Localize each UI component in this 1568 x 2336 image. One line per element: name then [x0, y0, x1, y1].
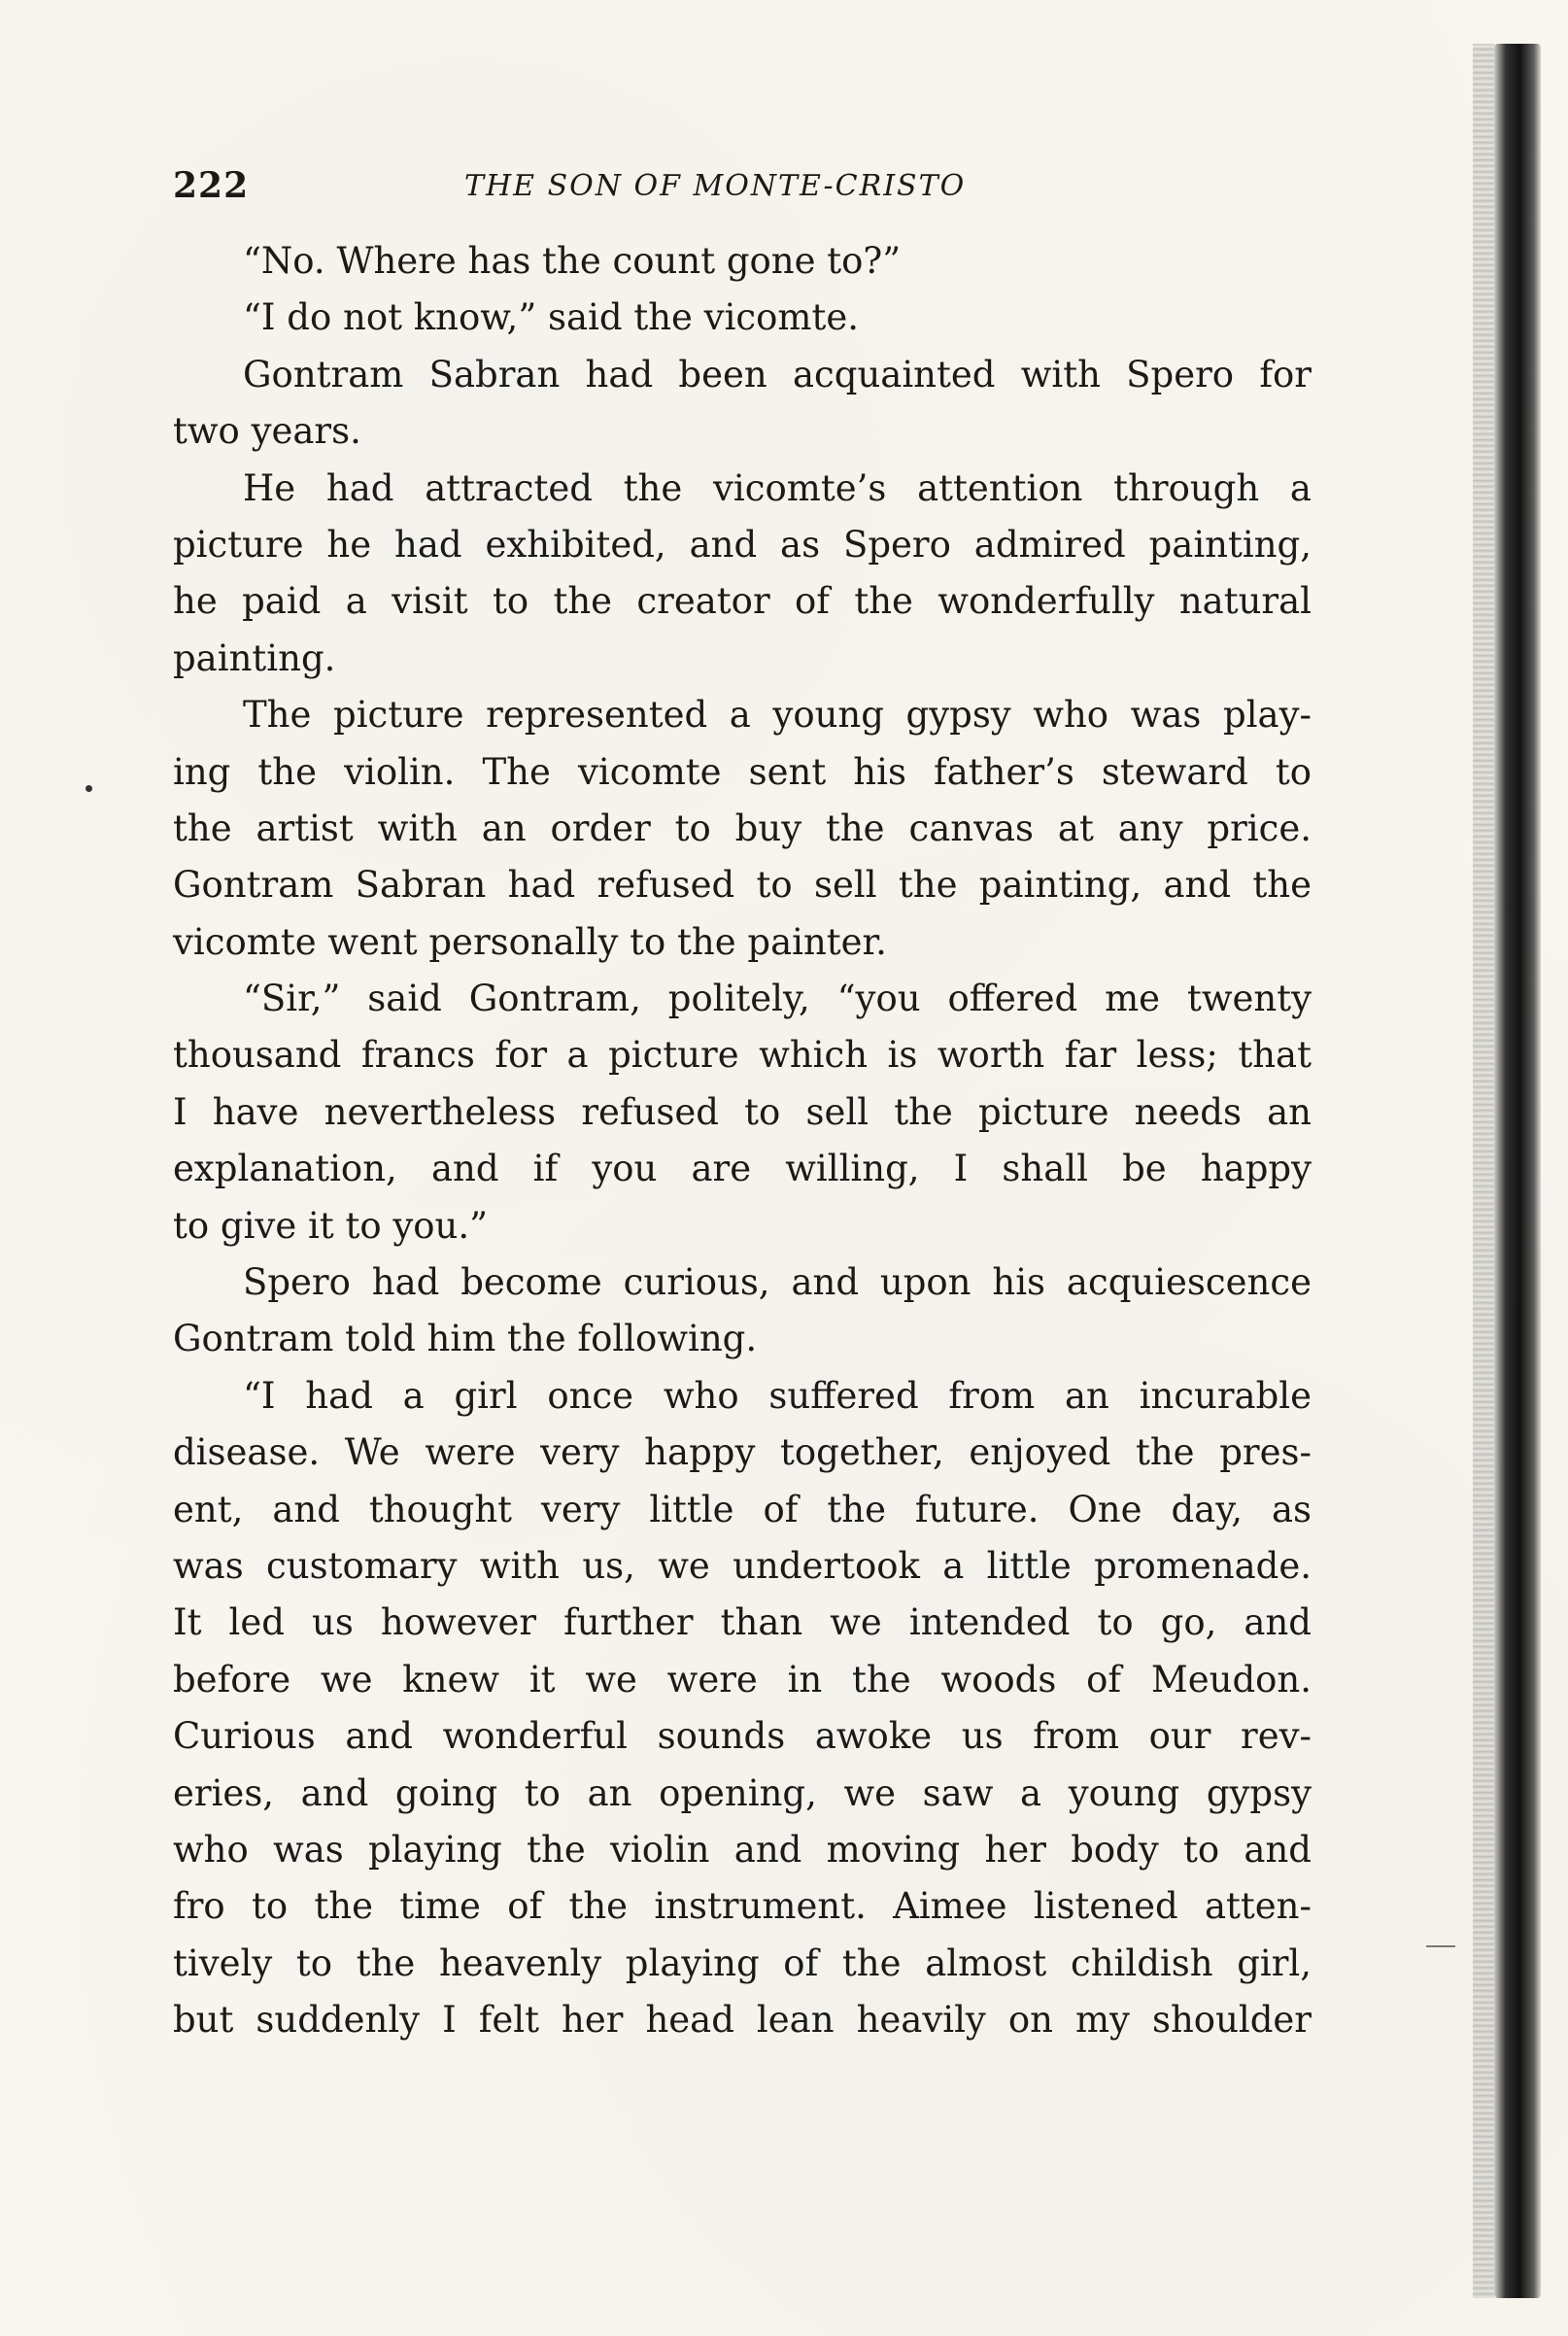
text-line: It led us however further than we intended to go, and [173, 1601, 1312, 1644]
text-line: “I had a girl once who suffered from an incurable [243, 1374, 1312, 1417]
running-title: THE SON OF MONTE-CRISTO [464, 169, 967, 203]
margin-mark-dot [85, 785, 92, 792]
text-line: Curious and wonderful sounds awoke us from our rev- [173, 1715, 1312, 1758]
text-line: picture he had exhibited, and as Spero admired painting, [173, 523, 1312, 566]
text-line: was customary with us, we undertook a little promenade. [173, 1544, 1312, 1587]
text-line: painting. [173, 636, 336, 679]
text-line: vicomte went personally to the painter. [173, 920, 887, 963]
text-line: he paid a visit to the creator of the wonderfully natural [173, 580, 1312, 623]
text-line: ent, and thought very little of the future. One day, as [173, 1488, 1312, 1530]
text-line: “I do not know,” said the vicomte. [243, 296, 860, 339]
text-line: Spero had become curious, and upon his acquiescence [243, 1261, 1312, 1304]
text-line: to give it to you.” [173, 1204, 489, 1247]
text-line: the artist with an order to buy the canvas at any price. [173, 807, 1312, 849]
text-line: who was playing the violin and moving her body to and [173, 1828, 1312, 1871]
text-line: Gontram Sabran had refused to sell the painting, and the [173, 864, 1312, 907]
text-line: but suddenly I felt her head lean heavily on my shoulder [173, 1999, 1312, 2042]
text-line: before we knew it we were in the woods of Meudon. [173, 1658, 1312, 1700]
text-line: tively to the heavenly playing of the almost childish girl, [173, 1941, 1312, 1984]
text-line: The picture represented a young gypsy who was play- [243, 694, 1312, 737]
body-text [173, 233, 1312, 2049]
page-number: 222 [173, 165, 250, 206]
text-line: two years. [173, 410, 361, 453]
page-header [173, 165, 1310, 223]
text-line: He had attracted the vicomte’s attention through a [243, 466, 1312, 509]
text-line: disease. We were very happy together, enjoyed the pres- [173, 1431, 1312, 1474]
text-line: I have nevertheless refused to sell the picture needs an [173, 1090, 1312, 1133]
text-line: Gontram told him the following. [173, 1318, 758, 1360]
text-line: explanation, and if you are willing, I shall be happy [173, 1148, 1312, 1190]
text-line: ing the violin. The vicomte sent his father’s steward to [173, 750, 1312, 793]
text-line: “Sir,” said Gontram, politely, “you offered me twenty [243, 978, 1312, 1020]
text-line: eries, and going to an opening, we saw a young gypsy [173, 1771, 1312, 1814]
text-line: Gontram Sabran had been acquainted with Spero for [243, 353, 1312, 395]
text-line: fro to the time of the instrument. Aimee listened atten- [173, 1885, 1312, 1928]
margin-mark-dash [1426, 1945, 1455, 1947]
book-binding-shadow [1494, 44, 1541, 2298]
text-line: “No. Where has the count gone to?” [243, 240, 902, 282]
text-line: thousand francs for a picture which is worth far less; that [173, 1034, 1312, 1077]
